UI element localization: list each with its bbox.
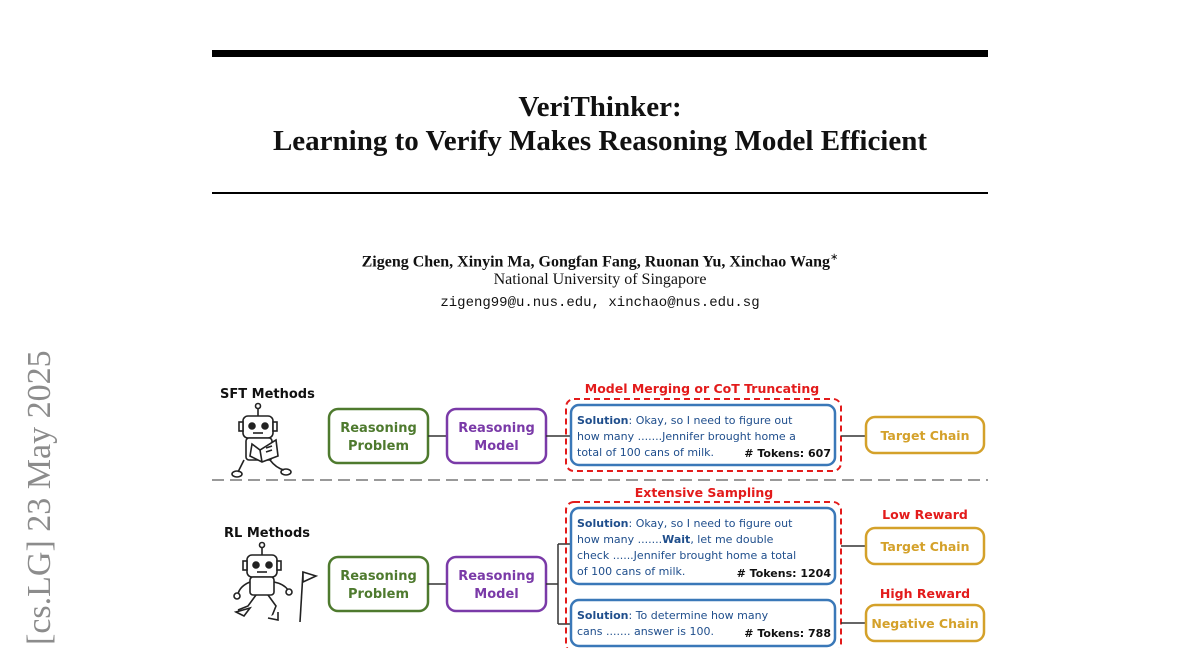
- sft-solution-line-3: total of 100 cans of milk.: [577, 446, 715, 459]
- sft-token-count: # Tokens: 607: [744, 447, 831, 460]
- rl-long-token-count: # Tokens: 1204: [736, 567, 831, 580]
- rl-long-solution-line-2: how many .......Wait, let me double: [577, 533, 774, 546]
- sft-method-label: Model Merging or CoT Truncating: [584, 381, 820, 396]
- rl-problem-label-1: Reasoning: [340, 569, 417, 584]
- rl-model-box: [447, 557, 546, 611]
- rl-negative-label: Negative Chain: [871, 616, 979, 631]
- rl-long-solution-line-4: of 100 cans of milk.: [577, 565, 686, 578]
- low-reward-label: Low Reward: [882, 507, 968, 522]
- rl-target-label: Target Chain: [880, 539, 970, 554]
- rl-methods-label: RL Methods: [224, 526, 311, 541]
- sft-solution-line-2: how many .......Jennifer brought home a: [577, 430, 796, 443]
- rl-problem-label-2: Problem: [348, 587, 409, 602]
- rl-long-solution-line-3: check ......Jennifer brought home a total: [577, 549, 797, 562]
- rl-long-solution-line-1: Solution: Okay, so I need to figure out: [577, 517, 793, 530]
- sft-model-label-1: Reasoning: [458, 421, 535, 436]
- corresponding-mark: ∗: [830, 252, 839, 263]
- sft-problem-label-2: Problem: [348, 439, 409, 454]
- sft-solution-line-1: Solution: Okay, so I need to figure out: [577, 414, 793, 427]
- rl-method-label: Extensive Sampling: [634, 485, 774, 500]
- sft-target-label: Target Chain: [880, 428, 970, 443]
- affiliation: National University of Singapore: [493, 271, 707, 288]
- rl-short-solution-line-2: cans ....... answer is 100.: [577, 625, 714, 638]
- email-list: zigeng99@u.nus.edu, xinchao@nus.edu.sg: [440, 295, 760, 311]
- title-line-2: Learning to Verify Makes Reasoning Model Efficient: [272, 125, 928, 157]
- rl-problem-box: [329, 557, 428, 611]
- arxiv-side-stamp: [cs.LG] 23 May 2025: [21, 350, 58, 645]
- author-names: Zigeng Chen, Xinyin Ma, Gongfan Fang, Ruonan Yu, Xinchao Wang: [361, 253, 831, 271]
- sft-model-label-2: Model: [474, 439, 519, 454]
- sft-model-box: [447, 409, 546, 463]
- sft-methods-label: SFT Methods: [220, 387, 315, 402]
- rl-short-solution-line-1: Solution: To determine how many: [577, 609, 769, 622]
- reading-robot-icon: [232, 404, 291, 478]
- title-line-1: VeriThinker:: [518, 91, 682, 123]
- sft-problem-box: [329, 409, 428, 463]
- rl-model-label-1: Reasoning: [458, 569, 535, 584]
- high-reward-label: High Reward: [879, 586, 971, 601]
- rl-branch-connector: [546, 544, 571, 624]
- sft-problem-label-1: Reasoning: [340, 421, 417, 436]
- running-robot-icon: [234, 543, 316, 623]
- rl-model-label-2: Model: [474, 587, 519, 602]
- rl-short-token-count: # Tokens: 788: [744, 627, 831, 640]
